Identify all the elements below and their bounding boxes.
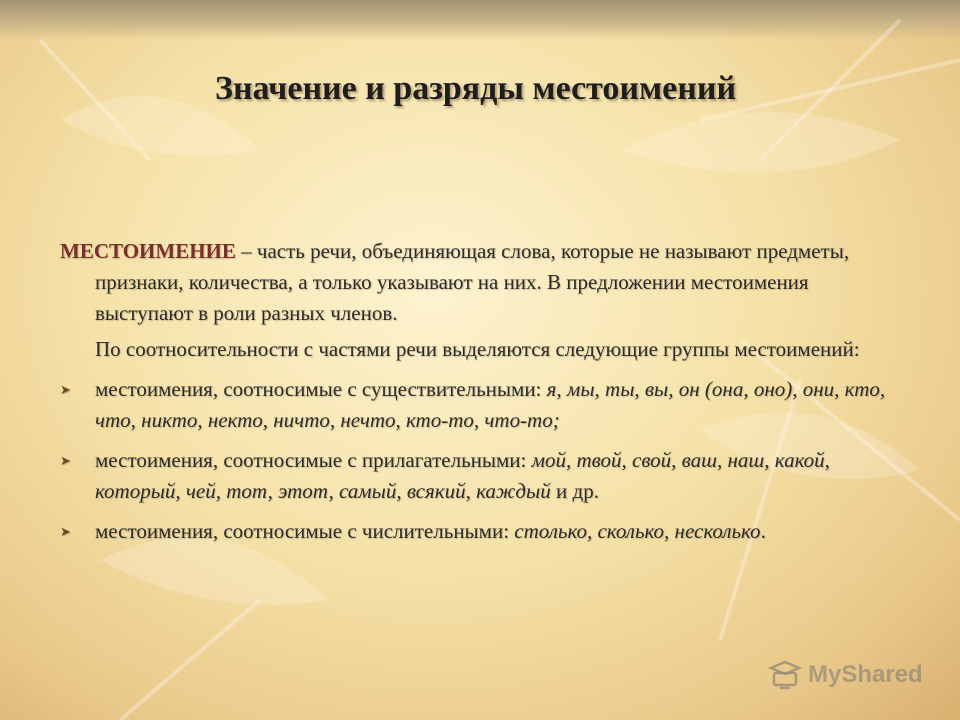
definition-paragraph — [60, 236, 900, 329]
arrow-bullet-icon: ➤ — [60, 524, 71, 539]
mortarboard-computer-icon — [768, 660, 802, 690]
definition-text: часть речи, объединяющая слова, которые не называют предметы, признаки, количества, а только указывают на них. В предложении местоимения выступают в роли разных членов. — [95, 239, 850, 325]
slide-title: Значение и разряды местоимений — [215, 70, 737, 107]
arrow-bullet-icon: ➤ — [60, 453, 71, 468]
list-item — [60, 445, 900, 507]
list-item — [60, 516, 900, 547]
bullet-examples: я, мы, ты, вы, он (она, оно), они, кто, что, никто, некто, ничто, нечто, кто-то, что-то; — [95, 377, 886, 432]
intro-paragraph: По соотносительности с частями речи выделяются следующие группы местоимений: — [95, 337, 860, 361]
bullet-lead: местоимения, соотносимые с прилагательными: — [95, 448, 532, 472]
definition-dash: – — [235, 239, 257, 263]
bullet-tail: . — [760, 519, 766, 543]
slide-body — [60, 236, 900, 547]
bullet-lead: местоимения, соотносимые с числительными: — [95, 519, 515, 543]
watermark[interactable] — [768, 658, 938, 692]
watermark-text: MyShared — [808, 661, 923, 688]
bullet-examples: столько, сколько, несколько — [514, 519, 761, 543]
list-item — [60, 374, 900, 436]
bullet-examples: мой, твой, свой, ваш, наш, какой, который, чей, тот, этот, самый, всякий, каждый — [95, 448, 830, 503]
bullet-lead: местоимения, соотносимые с существительными: — [95, 377, 547, 401]
bullet-tail: и др. — [550, 479, 599, 503]
definition-term: МЕСТОИМЕНИЕ — [60, 239, 236, 263]
arrow-bullet-icon: ➤ — [60, 382, 71, 397]
